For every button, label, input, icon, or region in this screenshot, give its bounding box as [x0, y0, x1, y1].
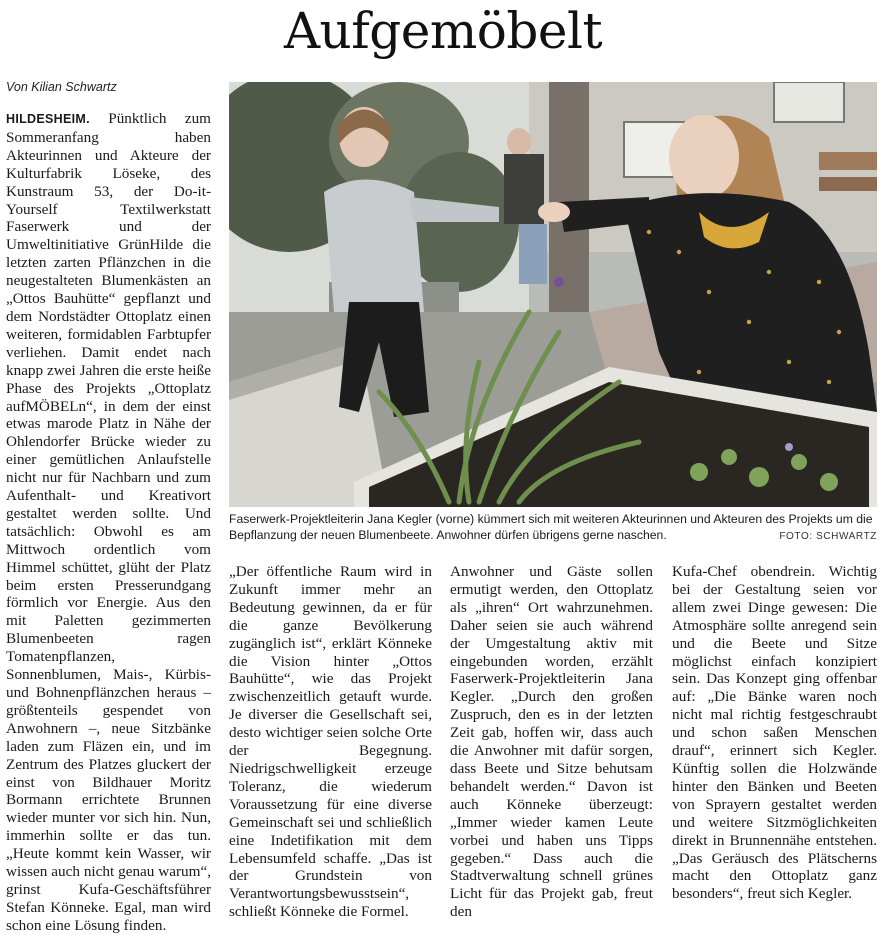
- column-3-text: Anwohner und Gäste sollen ermutigt werden, den Ottoplatz als „ihren“ Ort wahrzunehmen. Daher seien sie auch während der Umgestaltung aktiv mit eingebunden worden, erzählt Faserwerk-Projektleiterin Jana Kegler. „Durch den großen Zuspruch, den es in der letzten Zeit gab, hoffen wir, dass auch die Anwohner mit dafür sorgen, dass Beete und Sitze behutsam behandelt werden.“ Davon ist auch Könneke überzeugt: „Immer wieder kamen Leute vorbei und haben uns Tipps gegeben.“ Dass auch die Stadtverwaltung schnell grünes Licht für das Projekt gab, freut den: [450, 563, 653, 921]
- article-column-3: [450, 563, 653, 921]
- column-1-text: Pünktlich zum Sommeranfang haben Akteurinnen und Akteure der Kulturfabrik Löseke, des Kunstraum 53, der Do-it-Yourself Textilwerkstatt Faserwerk und der Umweltinitiative GrünHilde die letzten zarten Pflänzchen in die neugestalteten Blumenkästen an „Ottos Bauhütte“ gepflanzt und dem Nordstädter Ottoplatz einen weiteren, formidablen Farbtupfer verliehen. Damit endet nach knapp zwei Jahren die erste heiße Phase des Projekts „Ottoplatz aufMÖBELn“, in dem der einst etwas marode Platz in Nähe der Ohlendorfer Brücke wieder zu einer gemütlichen Anlaufstelle nicht nur für Nachbarn und zum Aufenthalt- und Kreativort gestaltet werden sollte. Und tatsächlich: Obwohl es am Mittwoch ordentlich vom Himmel schüttet, glüht der Platz beim ersten Presserundgang förmlich vor Energie. Aus den mit Paletten gezimmerten Blumenbeeten ragen Tomatenpflanzen, Sonnenblumen, Mais-, Kürbis- und Bohnenpflänzchen heraus – größtenteils gespendet von Anwohnern –, neue Sitzbänke laden zum Fläzen ein, und im Zentrum des Platzes gluckert der einst von Bildhauer Moritz Bormann errichtete Brunnen wieder munter vor sich hin. Nun, immerhin sollte er das tun. „Heute kommt kein Wasser, wir wissen auch nicht genau warum“, grinst Kufa-Geschäftsführer Stefan Könneke. Egal, man wird schon eine Lösung finden.: [6, 110, 211, 934]
- article-column-4: [672, 563, 877, 903]
- column-4-text: Kufa-Chef obendrein. Wichtig bei der Gestaltung seien vor allem zwei Dinge gewesen: Die Atmosphäre sollte anregend sein und die Beete und Sitze möglichst einfach konzipiert sein. Das Konzept ging offenbar auf: „Die Bänke waren noch nicht mal richtig festgeschraubt und schon saßen Menschen drauf“, erinnert sich Kegler. Künftig sollen die Holzwände hinter den Bänken und Beeten von Sprayern gestaltet werden und weitere Sitzmöglichkeiten direkt in Brunnennähe entstehen. „Das Geräusch des Plätscherns macht den Ottoplatz ganz besonders“, freut sich Kegler.: [672, 563, 877, 903]
- article-photo: [229, 82, 877, 507]
- column-2-text: „Der öffentliche Raum wird in Zukunft immer mehr an Bedeutung gewinnen, da er für die ganze Bevölkerung zugänglich ist“, erklärt Könneke die Vision hinter „Ottos Bauhütte“, wie das Projekt zwischenzeitlich getauft wurde. Je diverser die Gesellschaft sei, desto wichtiger seien solche Orte der Begegnung. Niedrigschwelligkeit erzeuge Toleranz, die wiederum Voraussetzung für eine diverse Gemeinschaft sei und schließlich eine Indetifikation mit dem Lebensumfeld schaffe. „Das ist der Grundstein von Verantwortungsbewusstsein“, schließt Könneke die Formel.: [229, 563, 432, 921]
- byline: Von Kilian Schwartz: [6, 80, 117, 94]
- photo-caption: [229, 511, 877, 545]
- photo-credit: FOTO: SCHWARTZ: [779, 531, 877, 542]
- photo-illustration: [229, 82, 877, 507]
- headline: Aufgemöbelt: [283, 2, 603, 60]
- caption-text: Faserwerk-Projektleiterin Jana Kegler (vorne) kümmert sich mit weiteren Akteurinnen und Akteuren des Projekts um die Bepflanzung der neuen Blumenbeete. Anwohner dürfen übrigens gerne naschen.: [229, 512, 873, 542]
- dateline: HILDESHEIM.: [6, 112, 90, 126]
- article-column-1: [6, 110, 211, 935]
- article-column-2: [229, 563, 432, 921]
